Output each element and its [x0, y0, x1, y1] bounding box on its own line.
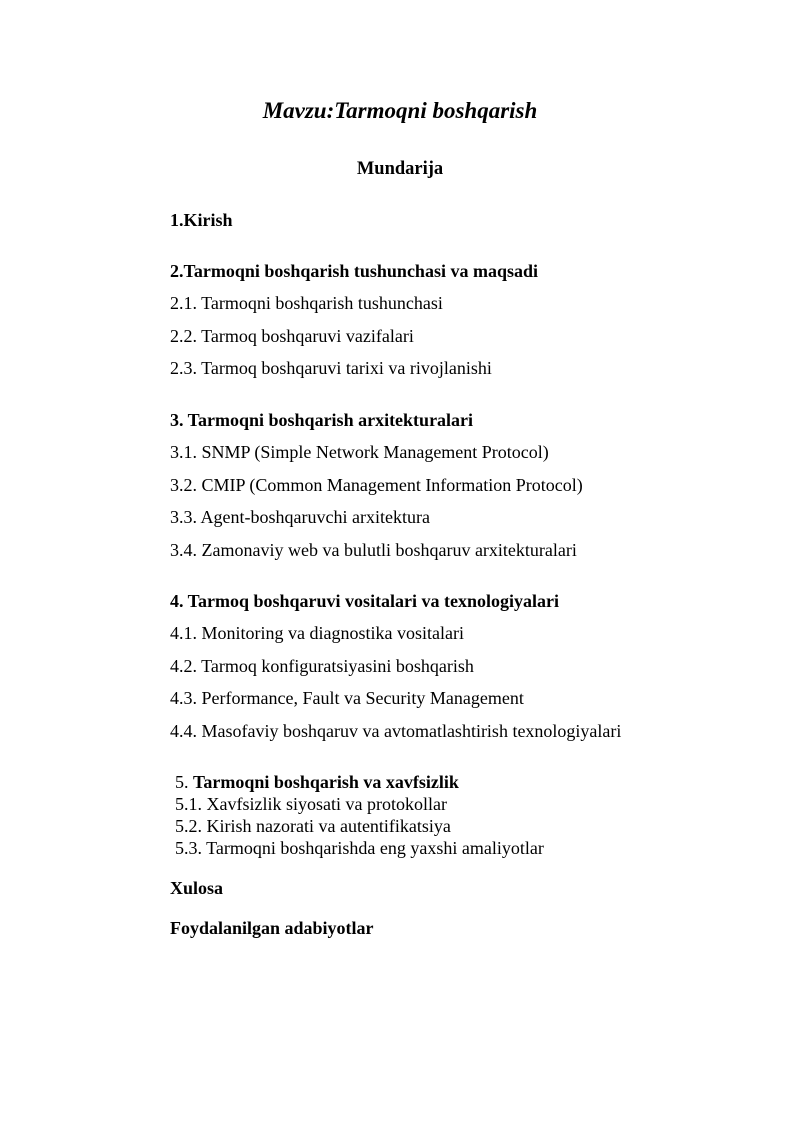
toc-section-title: Tarmoqni boshqarish va xavfsizlik [193, 772, 459, 792]
toc-subsection: 4.1. Monitoring va diagnostika vositalari [170, 623, 464, 643]
toc-subsection: 4.4. Masofaviy boshqaruv va avtomatlashtirish texnologiyalari [170, 721, 622, 741]
document-title: Mavzu:Tarmoqni boshqarish [262, 98, 538, 123]
toc-section-heading: 3. Tarmoqni boshqarish arxitekturalari [170, 410, 474, 430]
toc-section-number: 5. [175, 772, 189, 792]
toc-subsection: 4.2. Tarmoq konfiguratsiyasini boshqarish [170, 656, 474, 676]
toc-subsection: 4.3. Performance, Fault va Security Management [170, 688, 524, 708]
toc-subsection: 3.4. Zamonaviy web va bulutli boshqaruv arxitekturalari [170, 540, 577, 560]
toc-subsection: 5.2. Kirish nazorati va autentifikatsiya [175, 816, 451, 836]
toc-section-heading: 2.Tarmoqni boshqarish tushunchasi va maqsadi [170, 261, 538, 281]
toc-section-heading [175, 771, 459, 793]
toc-subsection: 5.1. Xavfsizlik siyosati va protokollar [175, 794, 447, 814]
toc-subsection: 2.3. Tarmoq boshqaruvi tarixi va rivojlanishi [170, 358, 492, 378]
toc-subsection: 3.2. CMIP (Common Management Information Protocol) [170, 475, 583, 495]
toc-subsection: 5.3. Tarmoqni boshqarishda eng yaxshi amaliyotlar [175, 838, 544, 858]
toc-subsection: 3.1. SNMP (Simple Network Management Protocol) [170, 442, 549, 462]
toc-subsection: 3.3. Agent-boshqaruvchi arxitektura [170, 507, 430, 527]
toc-heading: Mundarija [356, 159, 444, 179]
toc-subsection: 2.1. Tarmoqni boshqarish tushunchasi [170, 293, 443, 313]
toc-section-heading: Xulosa [170, 878, 224, 898]
toc-subsection: 2.2. Tarmoq boshqaruvi vazifalari [170, 326, 414, 346]
toc-section-heading: 1.Kirish [170, 210, 233, 230]
toc-section-heading: 4. Tarmoq boshqaruvi vositalari va texnologiyalari [170, 591, 560, 611]
toc-section-heading: Foydalanilgan adabiyotlar [170, 918, 374, 938]
